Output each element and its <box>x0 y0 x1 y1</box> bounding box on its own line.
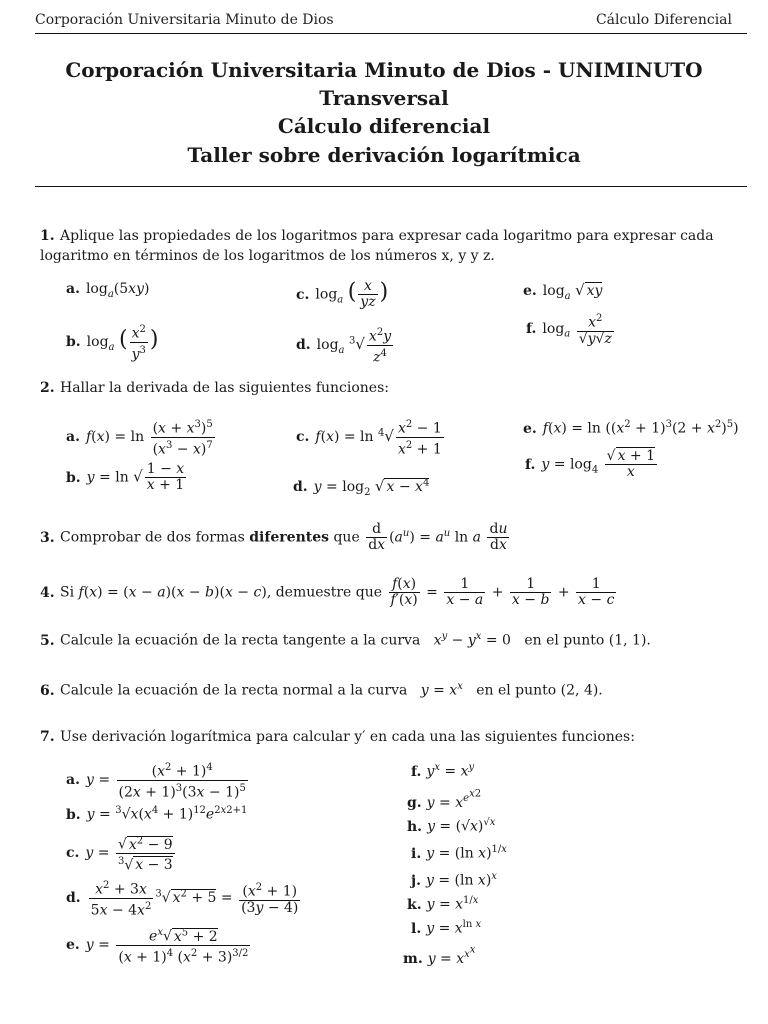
q7-item-h: h. $y = (√x)^{√x}$ <box>407 817 496 835</box>
q7-item-l: l. $y = x^{ln x}$ <box>411 919 482 937</box>
title-institution: Corporación Universitaria Minuto de Dios - UNIMINUTO <box>65 58 703 82</box>
q2-item-f: f. $y = \log_4$ $\frac{√ x + 1}{x}$ <box>525 448 656 480</box>
q2-item-d: d. $y = \log_2$ √ $x - x^4$ <box>293 477 430 498</box>
q7-item-i: i. y = (ln x)$^{1/x}$ <box>411 844 507 862</box>
question-7: 7. Use derivación logarítmica para calcular y′ en cada una las siguientes funciones: <box>40 729 635 745</box>
title-workshop: Taller sobre derivación logarítmica <box>187 143 581 167</box>
question-4: 4. Si f(x) = (x − a)(x − b)(x − c), demuestre que $\frac{f(x)}{f'(x)}$ = $\frac{1}{x - a}$ + $\frac{1}{x - b}$ + $\frac{1}{x - c}$ <box>40 576 615 608</box>
q1-item-a: a. $\log_a(5xy)$ <box>66 281 150 300</box>
q7-item-f: f. $y^x = x^y$ <box>411 762 475 780</box>
q1-item-e: e. $\log_a$ √ xy <box>523 281 603 302</box>
question-6: 6. Calcule la ecuación de la recta normal a la curva $y = x^x$ en el punto (2, 4). <box>40 681 603 699</box>
q7-item-g: g. $y = x^{e^{x2}}$ <box>407 789 482 811</box>
q7-item-j: j. y = (ln x)$^x$ <box>411 871 497 889</box>
question-text: Hallar la derivada de las siguientes funciones: <box>60 380 389 396</box>
q1-item-d: d. $\log_a ^3√$ $\frac{x^2y}{z^4}$ <box>296 327 392 366</box>
title-rule <box>35 186 747 187</box>
q1-item-f: f. $\log_a$ $\frac{x^2}{√y√z}$ <box>526 313 612 347</box>
q7-item-b: b. $y = ^3√x(x^4 + 1)^{12}e^{2x2+1}$ <box>66 805 248 823</box>
title-transversal: Transversal <box>319 86 449 110</box>
q7-item-a: a. y = $\frac{(x^2 + 1)^4}{(2x + 1)^3(3x - 1)^5}$ <box>66 762 246 801</box>
question-1 <box>40 226 740 266</box>
running-header-left: Corporación Universitaria Minuto de Dios <box>35 12 334 28</box>
q2-item-e: e. $f(x) = \ln ((x^2 + 1)^3(2 + x^2)^5)$ <box>523 419 739 437</box>
question-text: Aplique las propiedades de los logaritmos para expresar cada logaritmo para expresar cada logaritmo en términos de los logaritmos de los números x, y y z. <box>40 228 714 264</box>
q7-item-e: e. y = $\frac{e^x√ x^5 + 2}{(x + 1)^4 (x^2 + 3)^{3/2}}$ <box>66 927 249 966</box>
question-2 <box>40 378 740 398</box>
q7-item-m: m. $y = x^{x^x}$ <box>403 945 476 967</box>
question-number: 1. <box>40 228 55 244</box>
header-rule <box>35 33 747 34</box>
title-course: Cálculo diferencial <box>277 114 491 138</box>
q7-item-k: k. $y = x^{1/x}$ <box>407 895 479 913</box>
q7-item-d: d. $\frac{x^2 + 3x}{5x - 4x^2}$ $^3$√ $x^2 + 5$ = $\frac{(x^2 + 1)}{(3y - 4)}$ <box>66 880 299 919</box>
q1-item-b: b. $\log_a$ ( $\frac{x^2}{y^3}$ ) <box>66 324 159 363</box>
question-3: 3. Comprobar de dos formas diferentes que $\frac{d}{dx}$ $(a^u) = a^u$ ln a $\frac{du}{dx}$ <box>40 521 508 553</box>
q1-item-c: c. $\log_a$ ( $\frac{x}{yz}$ ) <box>296 278 389 310</box>
running-header-right: Cálculo Diferencial <box>595 12 732 28</box>
q7-item-c: c. y = $\frac{√ x^2 - 9}{^3√ x - 3}$ <box>66 835 173 874</box>
question-number: 2. <box>40 380 55 396</box>
q2-item-c: c. f(x) = ln $^4$√ $\frac{x^2 - 1}{x^2 + 1}$ <box>296 419 442 458</box>
q2-item-a: a. f(x) = ln $\frac{(x + x^3)^5}{(x^3 - x)^7}$ <box>66 419 213 458</box>
question-5: 5. Calcule la ecuación de la recta tangente a la curva $x^y - y^x = 0$ en el punto (1, 1). <box>40 631 651 649</box>
q2-item-b: b. y = ln √ $\frac{1 - x}{x + 1}$ <box>66 461 185 493</box>
